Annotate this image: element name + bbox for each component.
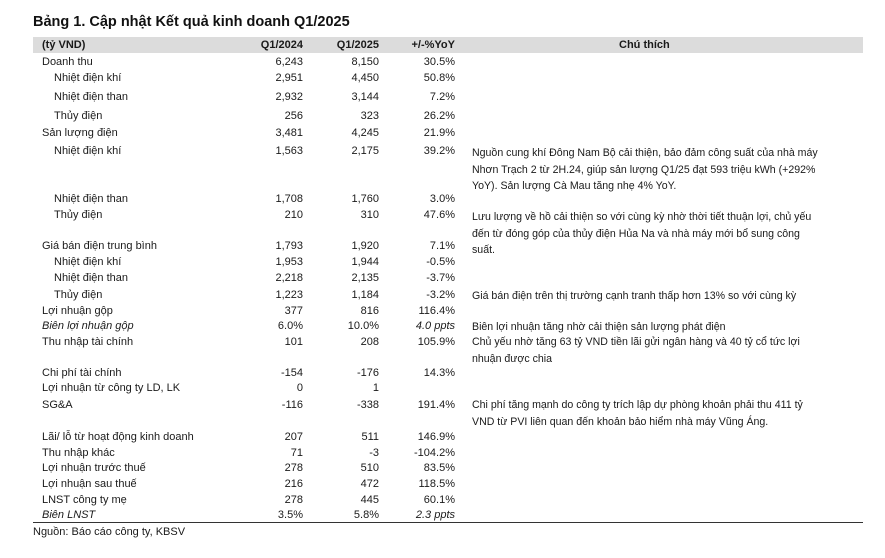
note-sga: Chi phí tăng mạnh do công ty trích lập dự phòng khoản phải thu 411 tỷ VND từ PVI liên quan đến khoản bảo hiểm nhà máy Vũng Áng. (472, 399, 803, 428)
table-row: Doanh thu 6,243 8,150 30.5% (42, 56, 455, 68)
header-q1-2024: Q1/2024 (260, 39, 303, 51)
table-row: Lãi/ lỗ từ hoạt động kinh doanh 207 511 146.9% (42, 431, 455, 443)
table-row: Thủy điện 256 323 26.2% (54, 110, 455, 122)
table-row: Biên LNST 3.5% 5.8% 2.3 ppts (42, 509, 455, 521)
table-row: Giá bán điện trung bình 1,793 1,920 7.1% (42, 240, 455, 252)
table-row: Nhiệt điện khí 1,563 2,175 39.2% (54, 145, 455, 157)
table-row: LNST công ty mẹ 278 445 60.1% (42, 494, 455, 506)
note-financial-income: Chủ yếu nhờ tăng 63 tỷ VND tiền lãi gửi ngân hàng và 40 tỷ cổ tức lợi nhuận được chia (472, 336, 800, 365)
header-yoy: +/-%YoY (411, 39, 455, 51)
table-row: SG&A -116 -338 191.4% (42, 399, 455, 411)
table-header (33, 37, 863, 53)
table-row: Lợi nhuận từ công ty LD, LK 0 1 (42, 382, 379, 394)
header-q1-2025: Q1/2025 (336, 39, 379, 51)
table-row: Thu nhập khác 71 -3 -104.2% (42, 447, 455, 459)
note-hydro-price: Giá bán điện trên thị trường cạnh tranh thấp hơn 13% so với cùng kỳ (472, 290, 797, 302)
table-bottom-rule (33, 522, 863, 523)
table-row: Lợi nhuận sau thuế 216 472 118.5% (42, 478, 455, 490)
table-row: Chi phí tài chính -154 -176 14.3% (42, 367, 455, 379)
table-row: Nhiệt điện than 1,708 1,760 3.0% (54, 193, 455, 205)
table-row: Biên lợi nhuận gộp 6.0% 10.0% 4.0 ppts (42, 320, 455, 332)
note-gas-output: Nguồn cung khí Đông Nam Bộ cải thiện, bảo đảm công suất của nhà máy Nhơn Trạch 2 từ 2H.24, giúp sản lượng Q1/25 đạt 593 triệu kWh (+292% YoY). Sản lượng Cà Mau tăng nhẹ 4% YoY. (472, 147, 818, 192)
table-row: Nhiệt điện than 2,218 2,135 -3.7% (54, 272, 455, 284)
header-unit: (tỷ VND) (42, 39, 86, 51)
table-row: Nhiệt điện than 2,932 3,144 7.2% (54, 91, 455, 103)
note-hydro-output: Lưu lượng về hồ cải thiện so với cùng kỳ nhờ thời tiết thuận lợi, chủ yếu đến từ đóng góp của thủy điện Hủa Na và nhà máy mới bổ sung công suất. (472, 211, 812, 256)
table-row: Sản lượng điện 3,481 4,245 21.9% (42, 127, 455, 139)
header-note: Chú thích (619, 39, 670, 51)
note-gross-margin: Biên lợi nhuận tăng nhờ cải thiện sản lượng phát điện (472, 321, 726, 333)
table-row: Lợi nhuận gộp 377 816 116.4% (42, 305, 455, 317)
table-row: Thu nhập tài chính 101 208 105.9% (42, 336, 455, 348)
table-row: Nhiệt điện khí 1,953 1,944 -0.5% (54, 256, 455, 268)
table-row: Nhiệt điện khí 2,951 4,450 50.8% (54, 72, 455, 84)
table-row: Thủy điện 210 310 47.6% (54, 209, 455, 221)
table-row: Lợi nhuận trước thuế 278 510 83.5% (42, 462, 455, 474)
source-note: Nguồn: Báo cáo công ty, KBSV (33, 526, 186, 538)
table-row: Thủy điện 1,223 1,184 -3.2% (54, 289, 455, 301)
table-title: Bảng 1. Cập nhật Kết quả kinh doanh Q1/2025 (33, 14, 350, 30)
